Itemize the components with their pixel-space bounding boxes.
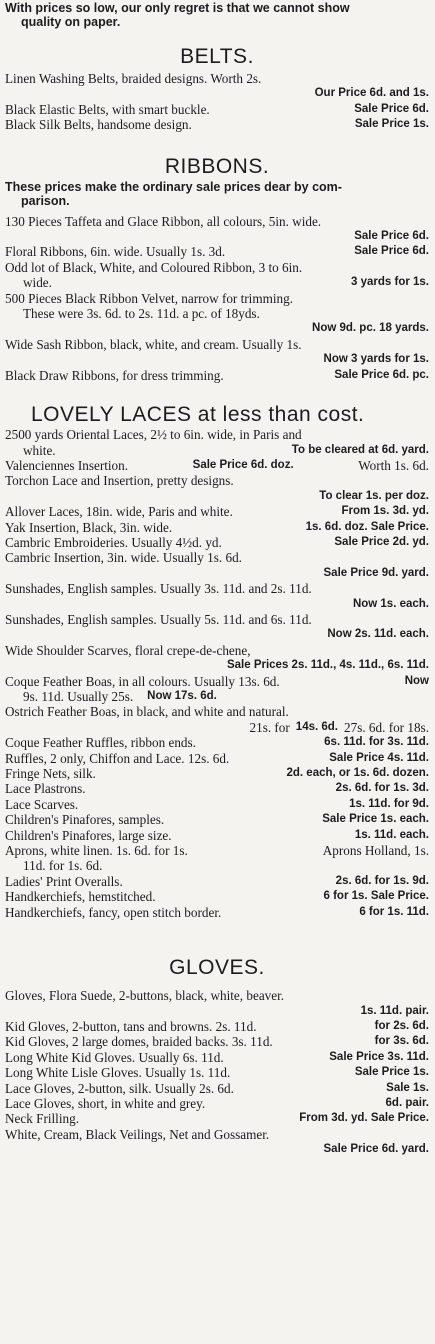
- price: for 2s. 6d.: [374, 1019, 429, 1032]
- price: Now 2s. 11d. each.: [327, 628, 429, 641]
- price: Now: [404, 674, 429, 687]
- list-item: Sunshades, English samples. Usually 5s. 11d. and 6s. 11d. Now 2s. 11d. each.: [5, 612, 429, 643]
- price: Sale Price 6d.: [354, 102, 429, 115]
- price: Sale Price 1s. each.: [322, 813, 429, 826]
- section-title-laces: LOVELY LACES at less than cost.: [31, 403, 365, 427]
- price: Sale Price 6d. pc.: [334, 368, 429, 381]
- list-item: Children's Pinafores, samples. Sale Price 1s. each.: [5, 812, 429, 828]
- price: Our Price 6d. and 1s.: [314, 87, 429, 100]
- price: Sale Price 6d.: [354, 245, 429, 258]
- price: for 3s. 6d.: [374, 1035, 429, 1048]
- price: 14s. 6d.: [295, 720, 338, 733]
- list-item: Children's Pinafores, large size. 1s. 11d. each.: [5, 827, 429, 843]
- price: Sale Price 1s.: [354, 118, 429, 131]
- ribbons-lead: These prices make the ordinary sale prices dear by com- parison.: [5, 179, 342, 208]
- price: From 3d. yd. Sale Price.: [299, 1112, 429, 1125]
- list-item: Cambric Embroideries. Usually 4½d. yd. Sale Price 2d. yd.: [5, 534, 429, 550]
- list-item: Handkerchiefs, fancy, open stitch border. 6 for 1s. 11d.: [5, 904, 429, 920]
- list-item: Long White Lisle Gloves. Usually 1s. 11d. Sale Price 1s.: [5, 1065, 429, 1081]
- price: From 1s. 3d. yd.: [341, 505, 429, 518]
- list-item: Yak Insertion, Black, 3in. wide. 1s. 6d. doz. Sale Price.: [5, 519, 429, 535]
- price: Sale Price 9d. yard.: [323, 566, 429, 579]
- price: Sale Price 6d.: [354, 230, 429, 243]
- list-item: Ladies' Print Overalls. 2s. 6d. for 1s. 9d.: [5, 873, 429, 889]
- list-item: Handkerchiefs, hemstitched. 6 for 1s. Sale Price.: [5, 889, 429, 905]
- list-item: Aprons, white linen. 1s. 6d. for 1s. Aprons Holland, 1s. 11d. for 1s. 6d.: [5, 843, 429, 874]
- section-title-ribbons: RIBBONS.: [164, 154, 270, 178]
- price: Sale Price 2d. yd.: [334, 535, 429, 548]
- list-item: Kid Gloves, 2 large domes, braided backs. 3s. 11d. for 3s. 6d.: [5, 1034, 429, 1050]
- price: Now 17s. 6d.: [147, 690, 217, 702]
- list-item: Floral Ribbons, 6in. wide. Usually 1s. 3d. Sale Price 6d.: [5, 244, 429, 260]
- list-item: Black Draw Ribbons, for dress trimming. Sale Price 6d. pc.: [5, 367, 429, 383]
- list-item: White, Cream, Black Veilings, Net and Gossamer. Sale Price 6d. yard.: [5, 1127, 429, 1158]
- section-title-gloves: GLOVES.: [169, 956, 265, 980]
- price: Now 3 yards for 1s.: [323, 353, 429, 366]
- list-item: Neck Frilling. From 3d. yd. Sale Price.: [5, 1111, 429, 1127]
- section-title-belts: BELTS.: [180, 45, 254, 68]
- list-item: Fringe Nets, silk. 2d. each, or 1s. 6d. dozen.: [5, 766, 429, 782]
- price: 2s. 6d. for 1s. 3d.: [335, 782, 429, 795]
- price: Now 1s. each.: [352, 597, 429, 610]
- intro-text: [5, 0, 429, 29]
- list-item: Ruffles, 2 only, Chiffon and Lace. 12s. 6d. Sale Price 4s. 11d.: [5, 750, 429, 766]
- list-item: Long White Kid Gloves. Usually 6s. 11d. Sale Price 3s. 11d.: [5, 1049, 429, 1065]
- price: Sale Price 6d. doz.: [192, 458, 294, 471]
- list-item: Sunshades, English samples. Usually 3s. 11d. and 2s. 11d. Now 1s. each.: [5, 581, 429, 612]
- list-item: Linen Washing Belts, braided designs. Worth 2s. Our Price 6d. and 1s.: [5, 71, 429, 102]
- price: 1s. 11d. each.: [354, 828, 429, 841]
- intro-line-1: With prices so low, our only regret is that we cannot show: [5, 1, 350, 15]
- price: 1s. 11d. pair.: [360, 1004, 429, 1017]
- price: Sale Price 4s. 11d.: [329, 751, 429, 764]
- list-item: Kid Gloves, 2-button, tans and browns. 2s. 11d. for 2s. 6d.: [5, 1018, 429, 1034]
- list-item: Odd lot of Black, White, and Coloured Ribbon, 3 to 6in. wide. 3 yards for 1s.: [5, 259, 429, 291]
- price: Sale Price 6d. yard.: [323, 1143, 429, 1156]
- list-item: Black Silk Belts, handsome design. Sale Price 1s.: [5, 117, 429, 133]
- price: 1s. 11d. for 9d.: [349, 797, 429, 810]
- price: 3 yards for 1s.: [351, 276, 429, 289]
- price: 2d. each, or 1s. 6d. dozen.: [286, 767, 429, 780]
- list-item: Lace Scarves. 1s. 11d. for 9d.: [5, 796, 429, 812]
- list-item: Coque Feather Boas, in all colours. Usually 13s. 6d. Now 9s. 11d. Usually 25s. Now 17s. 6d.: [5, 673, 429, 704]
- price: To be cleared at 6d. yard.: [291, 443, 429, 456]
- price: 6 for 1s. 11d.: [359, 905, 429, 918]
- price: Sale 1s.: [386, 1081, 429, 1094]
- list-item: Valenciennes Insertion. Sale Price 6d. doz. Worth 1s. 6d.: [5, 457, 429, 473]
- price: 1s. 6d. doz. Sale Price.: [305, 520, 429, 533]
- price: 6 for 1s. Sale Price.: [323, 890, 429, 903]
- list-item: Wide Sash Ribbon, black, white, and cream. Usually 1s. Now 3 yards for 1s.: [5, 337, 429, 368]
- list-item: Allover Laces, 18in. wide, Paris and white. From 1s. 3d. yd.: [5, 504, 429, 520]
- list-item: 130 Pieces Taffeta and Glace Ribbon, all colours, 5in. wide. Sale Price 6d.: [5, 214, 429, 245]
- list-item: Wide Shoulder Scarves, floral crepe-de-chene, Sale Prices 2s. 11d., 4s. 11d., 6s. 11d.: [5, 643, 429, 674]
- list-item: Gloves, Flora Suede, 2-buttons, black, white, beaver. 1s. 11d. pair.: [5, 988, 429, 1019]
- price: Sale Price 1s.: [354, 1066, 429, 1079]
- intro-line-2: quality on paper.: [21, 15, 121, 29]
- list-item: Lace Plastrons. 2s. 6d. for 1s. 3d.: [5, 781, 429, 797]
- list-item: Coque Feather Ruffles, ribbon ends. 6s. 11d. for 3s. 11d.: [5, 735, 429, 751]
- price: Sale Price 3s. 11d.: [329, 1050, 429, 1063]
- list-item: Ostrich Feather Boas, in black, and white and natural. 21s. for 14s. 6d. 27s. 6d. for 18s.: [5, 704, 429, 735]
- list-item: Lace Gloves, 2-button, silk. Usually 2s. 6d. Sale 1s.: [5, 1080, 429, 1096]
- list-item: 2500 yards Oriental Laces, 2½ to 6in. wide, in Paris and white. To be cleared at 6d. yard.: [5, 427, 429, 458]
- list-item: Torchon Lace and Insertion, pretty designs. To clear 1s. per doz.: [5, 473, 429, 504]
- price: 6s. 11d. for 3s. 11d.: [324, 736, 429, 749]
- price: 6d. pair.: [385, 1096, 429, 1109]
- list-item: 500 Pieces Black Ribbon Velvet, narrow for trimming. These were 3s. 6d. to 2s. 11d. a pc. of 18yds. Now 9d. pc. 18 yards.: [5, 291, 429, 337]
- price: To clear 1s. per doz.: [319, 489, 429, 502]
- list-item: Black Elastic Belts, with smart buckle. Sale Price 6d.: [5, 101, 429, 117]
- price: 2s. 6d. for 1s. 9d.: [335, 874, 429, 887]
- list-item: Cambric Insertion, 3in. wide. Usually 1s. 6d. Sale Price 9d. yard.: [5, 550, 429, 581]
- price: Now 9d. pc. 18 yards.: [312, 322, 429, 335]
- price: Sale Prices 2s. 11d., 4s. 11d., 6s. 11d.: [226, 659, 429, 672]
- list-item: Lace Gloves, short, in white and grey. 6d. pair.: [5, 1095, 429, 1111]
